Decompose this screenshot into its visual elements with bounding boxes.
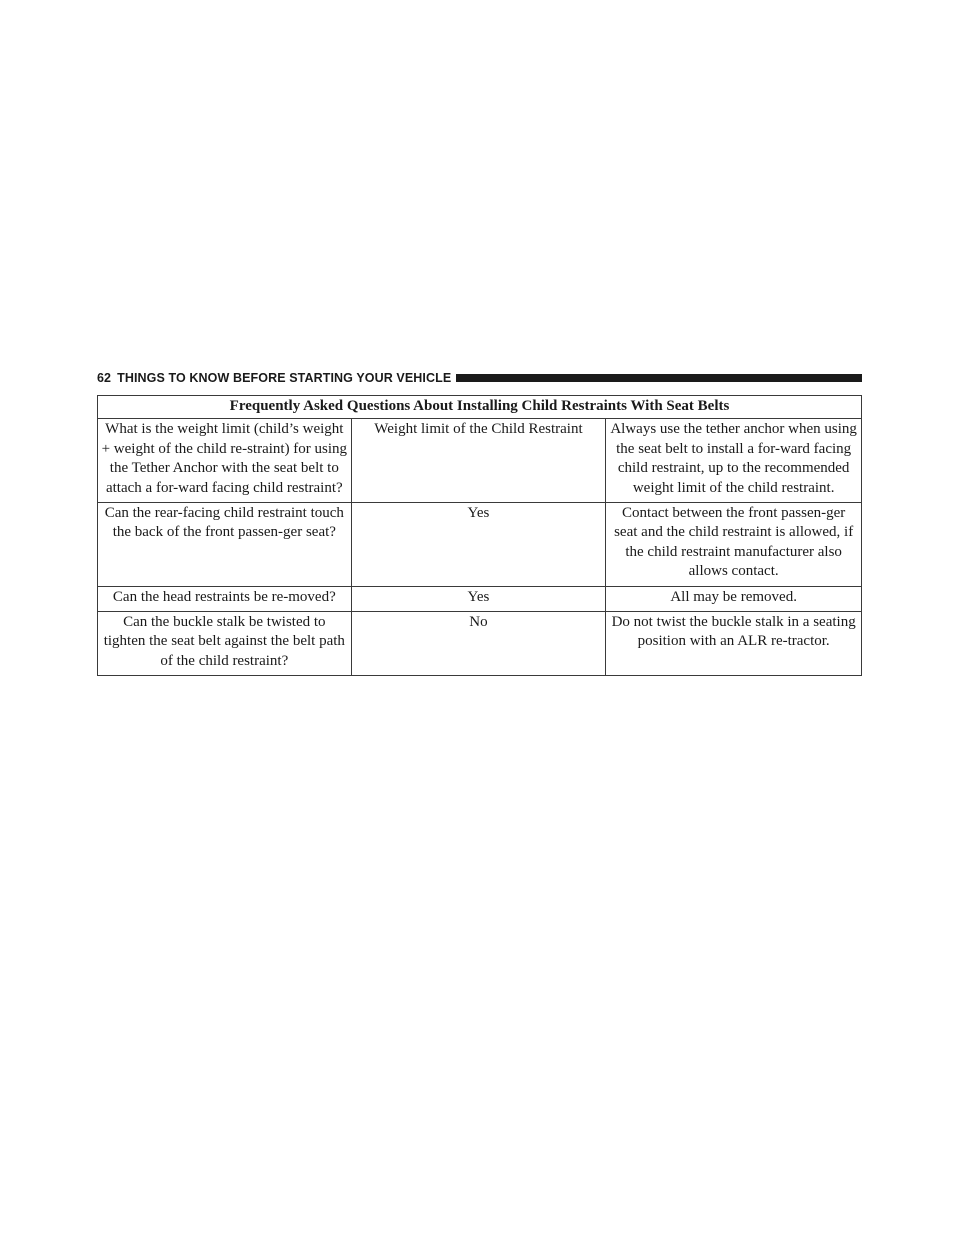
table-caption: Frequently Asked Questions About Installing Child Restraints With Seat Belts bbox=[98, 396, 862, 419]
question-cell: Can the buckle stalk be twisted to tighten the seat belt against the belt path of the child restraint? bbox=[98, 612, 352, 676]
table-row bbox=[98, 586, 862, 611]
header-rule bbox=[456, 374, 862, 382]
question-cell: Can the rear-facing child restraint touch the back of the front passen-ger seat? bbox=[98, 503, 352, 587]
question-cell: What is the weight limit (child’s weight + weight of the child re-straint) for using the Tether Anchor with the seat belt to attach a for-ward facing child restraint? bbox=[98, 419, 352, 503]
table-row bbox=[98, 419, 862, 503]
section-title: THINGS TO KNOW BEFORE STARTING YOUR VEHICLE bbox=[117, 371, 452, 385]
page-number: 62 bbox=[97, 371, 112, 385]
table-row bbox=[98, 612, 862, 676]
page-header bbox=[97, 368, 862, 388]
table-row bbox=[98, 503, 862, 587]
comment-cell: Contact between the front passen-ger seat and the child restraint is allowed, if the child restraint manufacturer also allows contact. bbox=[606, 503, 862, 587]
comment-cell: Do not twist the buckle stalk in a seating position with an ALR re-tractor. bbox=[606, 612, 862, 676]
answer-cell: Yes bbox=[351, 503, 606, 587]
comment-cell: All may be removed. bbox=[606, 586, 862, 611]
answer-cell: Weight limit of the Child Restraint bbox=[351, 419, 606, 503]
comment-cell: Always use the tether anchor when using the seat belt to install a for-ward facing child restraint, up to the recommended weight limit of the child restraint. bbox=[606, 419, 862, 503]
answer-cell: No bbox=[351, 612, 606, 676]
table-caption-row bbox=[98, 396, 862, 419]
question-cell: Can the head restraints be re-moved? bbox=[98, 586, 352, 611]
faq-table bbox=[97, 395, 862, 676]
answer-cell: Yes bbox=[351, 586, 606, 611]
